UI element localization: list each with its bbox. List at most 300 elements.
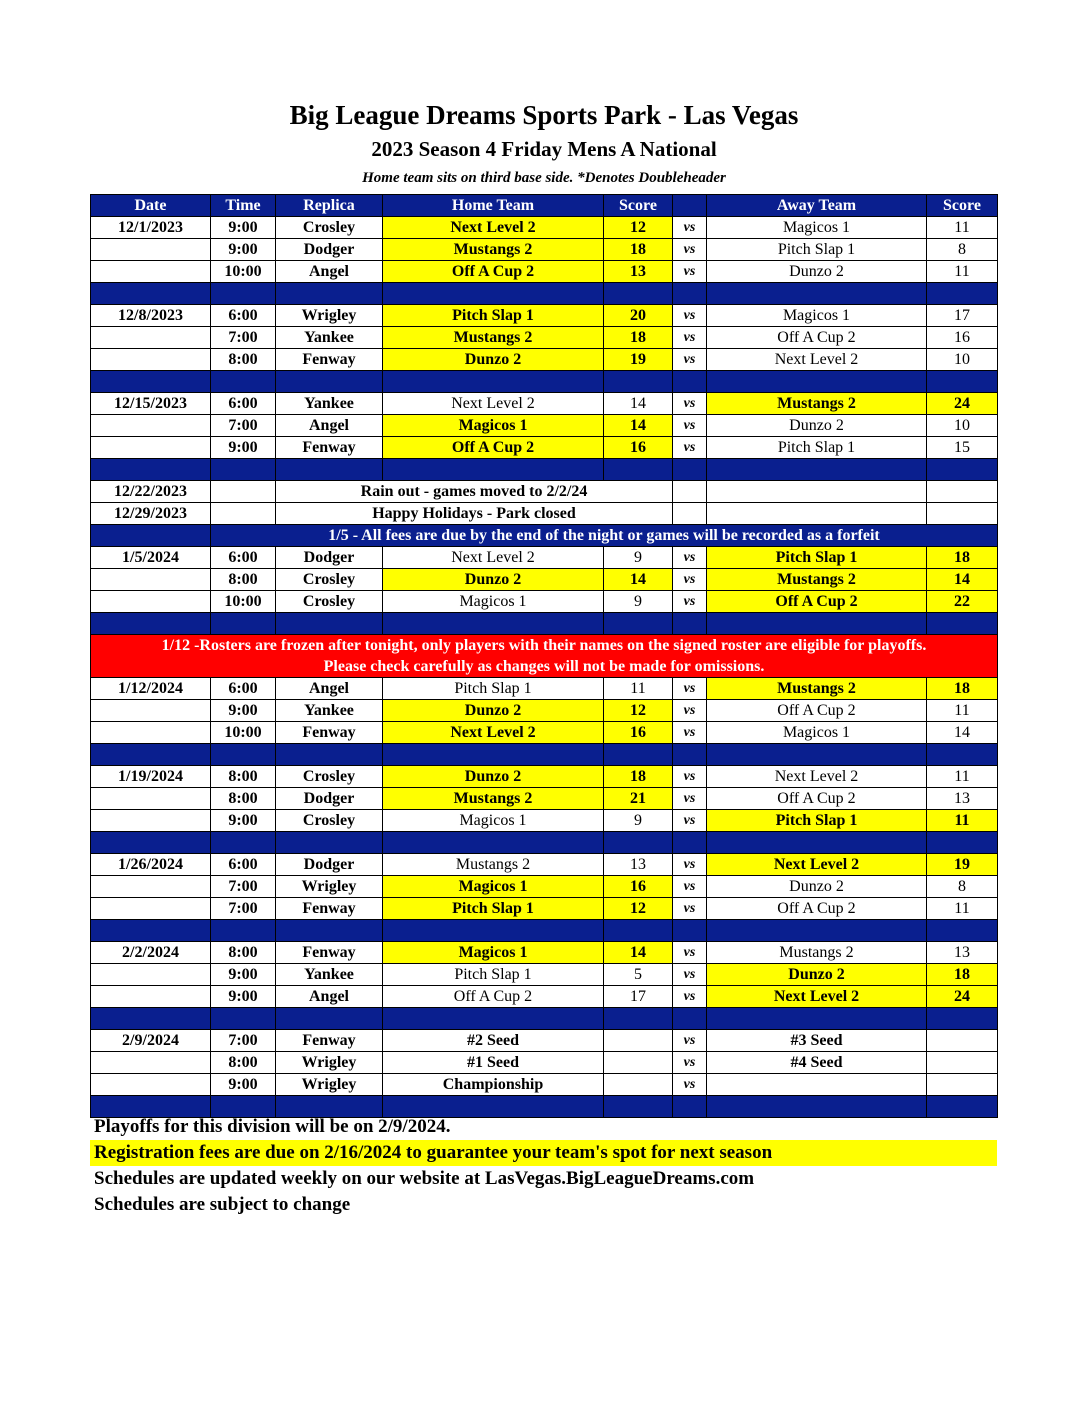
home-score-cell: 20 xyxy=(604,305,673,327)
spacer-cell xyxy=(276,459,383,481)
home-team-cell: Off A Cup 2 xyxy=(383,437,604,459)
home-score-cell: 9 xyxy=(604,591,673,613)
vs-cell: vs xyxy=(673,1052,707,1074)
away-score-cell xyxy=(927,1030,998,1052)
home-team-cell: Magicos 1 xyxy=(383,591,604,613)
spacer-row xyxy=(91,1008,998,1030)
spacer-cell xyxy=(276,1008,383,1030)
spacer-row xyxy=(91,371,998,393)
date-cell: 2/2/2024 xyxy=(91,942,211,964)
spacer-cell xyxy=(673,1008,707,1030)
spacer-cell xyxy=(604,371,673,393)
spacer-cell xyxy=(604,832,673,854)
home-score-cell: 14 xyxy=(604,942,673,964)
spacer-cell xyxy=(211,371,276,393)
away-score-cell: 11 xyxy=(927,810,998,832)
spacer-cell xyxy=(707,459,927,481)
away-team-cell: Next Level 2 xyxy=(707,349,927,371)
date-cell: 1/19/2024 xyxy=(91,766,211,788)
replica-cell: Dodger xyxy=(276,239,383,261)
home-score-cell: 5 xyxy=(604,964,673,986)
spacer-cell xyxy=(211,1008,276,1030)
home-team-cell: Next Level 2 xyxy=(383,722,604,744)
vs-cell: vs xyxy=(673,1074,707,1096)
spacer-cell xyxy=(211,283,276,305)
game-row xyxy=(91,591,998,613)
replica-cell: Yankee xyxy=(276,327,383,349)
message-row xyxy=(91,503,998,525)
home-team-cell: Dunzo 2 xyxy=(383,349,604,371)
page-subtitle: 2023 Season 4 Friday Mens A National xyxy=(371,137,717,161)
away-score-cell: 24 xyxy=(927,986,998,1008)
game-row xyxy=(91,964,998,986)
empty-cell xyxy=(707,503,927,525)
game-row xyxy=(91,349,998,371)
vs-cell: vs xyxy=(673,591,707,613)
away-score-cell xyxy=(927,1052,998,1074)
home-score-cell: 13 xyxy=(604,261,673,283)
empty-cell xyxy=(927,503,998,525)
replica-cell: Crosley xyxy=(276,569,383,591)
header-home-score: Score xyxy=(604,195,673,217)
home-score-cell: 18 xyxy=(604,327,673,349)
header-home-team: Home Team xyxy=(383,195,604,217)
away-team-cell xyxy=(707,1074,927,1096)
time-cell: 6:00 xyxy=(211,854,276,876)
spacer-cell xyxy=(383,1008,604,1030)
vs-cell: vs xyxy=(673,942,707,964)
replica-cell: Fenway xyxy=(276,942,383,964)
home-score-cell: 16 xyxy=(604,437,673,459)
game-row xyxy=(91,700,998,722)
home-score-cell: 14 xyxy=(604,569,673,591)
away-team-cell: #3 Seed xyxy=(707,1030,927,1052)
date-cell: 12/22/2023 xyxy=(91,481,211,503)
spacer-cell xyxy=(276,744,383,766)
date-cell xyxy=(91,876,211,898)
spacer-cell xyxy=(211,920,276,942)
time-cell: 10:00 xyxy=(211,591,276,613)
away-team-cell: Pitch Slap 1 xyxy=(707,437,927,459)
away-team-cell: Next Level 2 xyxy=(707,766,927,788)
home-score-cell xyxy=(604,1052,673,1074)
time-cell: 8:00 xyxy=(211,766,276,788)
footer-line: Playoffs for this division will be on 2/9/2024. xyxy=(94,1116,451,1137)
away-team-cell: Off A Cup 2 xyxy=(707,898,927,920)
away-score-cell: 11 xyxy=(927,261,998,283)
vs-cell: vs xyxy=(673,415,707,437)
spacer-cell xyxy=(927,371,998,393)
spacer-cell xyxy=(604,1008,673,1030)
date-cell: 1/12/2024 xyxy=(91,678,211,700)
date-cell: 2/9/2024 xyxy=(91,1030,211,1052)
game-row xyxy=(91,239,998,261)
spacer-cell xyxy=(927,613,998,635)
game-row xyxy=(91,898,998,920)
game-row xyxy=(91,854,998,876)
away-team-cell: Off A Cup 2 xyxy=(707,788,927,810)
vs-cell: vs xyxy=(673,766,707,788)
away-team-cell: Dunzo 2 xyxy=(707,415,927,437)
home-team-cell: Pitch Slap 1 xyxy=(383,898,604,920)
spacer-row xyxy=(91,832,998,854)
date-cell: 12/1/2023 xyxy=(91,217,211,239)
spacer-cell xyxy=(673,371,707,393)
replica-cell: Wrigley xyxy=(276,305,383,327)
spacer-cell xyxy=(91,1008,211,1030)
time-cell: 7:00 xyxy=(211,876,276,898)
game-row xyxy=(91,437,998,459)
replica-cell: Dodger xyxy=(276,854,383,876)
replica-cell: Yankee xyxy=(276,393,383,415)
alert-line-2: Please check carefully as changes will not be made for omissions. xyxy=(323,658,765,675)
game-row xyxy=(91,415,998,437)
spacer-cell xyxy=(927,744,998,766)
empty-cell xyxy=(673,481,707,503)
date-cell xyxy=(91,437,211,459)
away-team-cell: Dunzo 2 xyxy=(707,964,927,986)
replica-cell: Dodger xyxy=(276,788,383,810)
vs-cell: vs xyxy=(673,393,707,415)
home-score-cell: 9 xyxy=(604,810,673,832)
away-score-cell xyxy=(927,1074,998,1096)
away-score-cell: 8 xyxy=(927,239,998,261)
time-cell: 8:00 xyxy=(211,788,276,810)
vs-cell: vs xyxy=(673,788,707,810)
game-row xyxy=(91,217,998,239)
replica-cell: Dodger xyxy=(276,547,383,569)
away-score-cell: 22 xyxy=(927,591,998,613)
away-score-cell: 15 xyxy=(927,437,998,459)
spacer-cell xyxy=(91,525,211,547)
home-team-cell: Pitch Slap 1 xyxy=(383,964,604,986)
away-team-cell: Magicos 1 xyxy=(707,305,927,327)
spacer-cell xyxy=(91,371,211,393)
time-cell: 9:00 xyxy=(211,217,276,239)
home-team-cell: Mustangs 2 xyxy=(383,788,604,810)
date-cell xyxy=(91,591,211,613)
home-score-cell: 14 xyxy=(604,393,673,415)
vs-cell: vs xyxy=(673,217,707,239)
game-row xyxy=(91,876,998,898)
away-score-cell: 14 xyxy=(927,722,998,744)
away-team-cell: Pitch Slap 1 xyxy=(707,810,927,832)
replica-cell: Fenway xyxy=(276,898,383,920)
game-row xyxy=(91,305,998,327)
home-score-cell: 16 xyxy=(604,876,673,898)
date-cell xyxy=(91,964,211,986)
date-cell xyxy=(91,239,211,261)
message-cell: Happy Holidays - Park closed xyxy=(276,503,673,525)
replica-cell: Crosley xyxy=(276,591,383,613)
spacer-cell xyxy=(927,1008,998,1030)
away-score-cell: 16 xyxy=(927,327,998,349)
spacer-cell xyxy=(383,832,604,854)
home-score-cell: 16 xyxy=(604,722,673,744)
vs-cell: vs xyxy=(673,305,707,327)
time-cell: 10:00 xyxy=(211,261,276,283)
home-team-cell: Dunzo 2 xyxy=(383,569,604,591)
replica-cell: Fenway xyxy=(276,722,383,744)
time-cell: 8:00 xyxy=(211,349,276,371)
date-cell xyxy=(91,415,211,437)
spacer-cell xyxy=(927,832,998,854)
header-time: Time xyxy=(211,195,276,217)
spacer-row xyxy=(91,459,998,481)
vs-cell: vs xyxy=(673,261,707,283)
footer-line: Schedules are subject to change xyxy=(94,1194,351,1215)
header-vs xyxy=(673,195,707,217)
spacer-cell xyxy=(673,832,707,854)
time-cell: 8:00 xyxy=(211,1052,276,1074)
game-row xyxy=(91,986,998,1008)
spacer-row xyxy=(91,744,998,766)
away-score-cell: 11 xyxy=(927,700,998,722)
footer-line: Registration fees are due on 2/16/2024 to guarantee your team's spot for next season xyxy=(90,1140,997,1166)
spacer-cell xyxy=(276,283,383,305)
home-score-cell: 14 xyxy=(604,415,673,437)
time-cell: 9:00 xyxy=(211,437,276,459)
page-title: Big League Dreams Sports Park - Las Vegas xyxy=(289,100,799,130)
time-cell: 7:00 xyxy=(211,1030,276,1052)
vs-cell: vs xyxy=(673,437,707,459)
time-cell: 9:00 xyxy=(211,986,276,1008)
fee-notice-row xyxy=(91,525,998,547)
away-team-cell: Magicos 1 xyxy=(707,217,927,239)
home-score-cell: 12 xyxy=(604,700,673,722)
home-team-cell: Championship xyxy=(383,1074,604,1096)
home-score-cell: 18 xyxy=(604,766,673,788)
game-row xyxy=(91,942,998,964)
spacer-cell xyxy=(211,832,276,854)
away-score-cell: 13 xyxy=(927,788,998,810)
spacer-cell xyxy=(211,613,276,635)
vs-cell: vs xyxy=(673,1030,707,1052)
alert-line-1: 1/12 -Rosters are frozen after tonight, only players with their names on the signed roster are eligible for playoffs. xyxy=(161,637,927,654)
replica-cell: Yankee xyxy=(276,964,383,986)
date-cell xyxy=(91,349,211,371)
spacer-cell xyxy=(276,832,383,854)
game-row xyxy=(91,327,998,349)
away-team-cell: Next Level 2 xyxy=(707,854,927,876)
spacer-cell xyxy=(673,283,707,305)
header-row xyxy=(91,195,998,217)
spacer-cell xyxy=(211,459,276,481)
schedule-table xyxy=(90,194,998,1118)
date-cell xyxy=(91,1074,211,1096)
away-team-cell: #4 Seed xyxy=(707,1052,927,1074)
away-team-cell: Pitch Slap 1 xyxy=(707,547,927,569)
schedule-note: Home team sits on third base side. *Denotes Doubleheader xyxy=(362,170,726,186)
home-team-cell: Mustangs 2 xyxy=(383,239,604,261)
spacer-cell xyxy=(211,744,276,766)
spacer-cell xyxy=(91,613,211,635)
spacer-row xyxy=(91,613,998,635)
date-cell: 12/8/2023 xyxy=(91,305,211,327)
home-score-cell xyxy=(604,1074,673,1096)
time-cell: 7:00 xyxy=(211,898,276,920)
away-team-cell: Mustangs 2 xyxy=(707,393,927,415)
roster-alert-row xyxy=(91,635,998,678)
vs-cell: vs xyxy=(673,327,707,349)
replica-cell: Fenway xyxy=(276,1030,383,1052)
spacer-cell xyxy=(383,920,604,942)
spacer-cell xyxy=(383,744,604,766)
vs-cell: vs xyxy=(673,898,707,920)
away-score-cell: 19 xyxy=(927,854,998,876)
header-away-team: Away Team xyxy=(707,195,927,217)
vs-cell: vs xyxy=(673,986,707,1008)
time-cell: 6:00 xyxy=(211,547,276,569)
away-score-cell: 18 xyxy=(927,964,998,986)
game-row xyxy=(91,678,998,700)
away-score-cell: 10 xyxy=(927,349,998,371)
away-team-cell: Mustangs 2 xyxy=(707,678,927,700)
spacer-cell xyxy=(91,744,211,766)
time-cell: 6:00 xyxy=(211,393,276,415)
home-score-cell: 11 xyxy=(604,678,673,700)
replica-cell: Angel xyxy=(276,415,383,437)
home-team-cell: #1 Seed xyxy=(383,1052,604,1074)
away-score-cell: 13 xyxy=(927,942,998,964)
spacer-cell xyxy=(276,371,383,393)
spacer-cell xyxy=(707,832,927,854)
spacer-cell xyxy=(383,283,604,305)
date-cell xyxy=(91,261,211,283)
empty-cell xyxy=(673,503,707,525)
spacer-cell xyxy=(707,613,927,635)
spacer-cell xyxy=(604,920,673,942)
home-score-cell xyxy=(604,1030,673,1052)
home-team-cell: Magicos 1 xyxy=(383,876,604,898)
time-cell: 6:00 xyxy=(211,305,276,327)
time-cell: 6:00 xyxy=(211,678,276,700)
spacer-cell xyxy=(707,920,927,942)
time-cell: 9:00 xyxy=(211,1074,276,1096)
away-score-cell: 11 xyxy=(927,766,998,788)
time-cell: 7:00 xyxy=(211,415,276,437)
away-score-cell: 10 xyxy=(927,415,998,437)
vs-cell: vs xyxy=(673,722,707,744)
home-score-cell: 9 xyxy=(604,547,673,569)
home-score-cell: 13 xyxy=(604,854,673,876)
empty-cell xyxy=(927,481,998,503)
spacer-cell xyxy=(604,613,673,635)
home-team-cell: Magicos 1 xyxy=(383,942,604,964)
game-row xyxy=(91,1030,998,1052)
replica-cell: Crosley xyxy=(276,217,383,239)
home-team-cell: Mustangs 2 xyxy=(383,327,604,349)
vs-cell: vs xyxy=(673,810,707,832)
notice-cell: 1/5 - All fees are due by the end of the night or games will be recorded as a forfeit xyxy=(211,525,998,547)
spacer-cell xyxy=(673,744,707,766)
vs-cell: vs xyxy=(673,349,707,371)
vs-cell: vs xyxy=(673,547,707,569)
home-score-cell: 12 xyxy=(604,898,673,920)
replica-cell: Fenway xyxy=(276,349,383,371)
away-team-cell: Off A Cup 2 xyxy=(707,591,927,613)
away-score-cell: 11 xyxy=(927,217,998,239)
away-score-cell: 8 xyxy=(927,876,998,898)
replica-cell: Crosley xyxy=(276,810,383,832)
game-row xyxy=(91,547,998,569)
spacer-cell xyxy=(91,920,211,942)
spacer-cell xyxy=(276,613,383,635)
empty-cell xyxy=(211,481,276,503)
replica-cell: Crosley xyxy=(276,766,383,788)
replica-cell: Angel xyxy=(276,986,383,1008)
time-cell: 8:00 xyxy=(211,569,276,591)
away-team-cell: Pitch Slap 1 xyxy=(707,239,927,261)
spacer-cell xyxy=(604,744,673,766)
date-cell xyxy=(91,327,211,349)
replica-cell: Wrigley xyxy=(276,1074,383,1096)
date-cell xyxy=(91,722,211,744)
vs-cell: vs xyxy=(673,964,707,986)
home-score-cell: 17 xyxy=(604,986,673,1008)
game-row xyxy=(91,1052,998,1074)
time-cell: 9:00 xyxy=(211,810,276,832)
game-row xyxy=(91,788,998,810)
spacer-cell xyxy=(707,744,927,766)
date-cell xyxy=(91,788,211,810)
spacer-cell xyxy=(707,283,927,305)
header-replica: Replica xyxy=(276,195,383,217)
home-team-cell: Pitch Slap 1 xyxy=(383,305,604,327)
replica-cell: Wrigley xyxy=(276,1052,383,1074)
spacer-cell xyxy=(707,371,927,393)
away-team-cell: Mustangs 2 xyxy=(707,942,927,964)
alert-cell xyxy=(91,635,998,678)
spacer-row xyxy=(91,283,998,305)
away-team-cell: Off A Cup 2 xyxy=(707,700,927,722)
spacer-cell xyxy=(91,832,211,854)
game-row xyxy=(91,1074,998,1096)
home-team-cell: Next Level 2 xyxy=(383,217,604,239)
home-team-cell: Pitch Slap 1 xyxy=(383,678,604,700)
home-team-cell: Magicos 1 xyxy=(383,810,604,832)
away-score-cell: 14 xyxy=(927,569,998,591)
spacer-cell xyxy=(383,371,604,393)
game-row xyxy=(91,766,998,788)
spacer-cell xyxy=(673,920,707,942)
empty-cell xyxy=(707,481,927,503)
time-cell: 7:00 xyxy=(211,327,276,349)
date-cell xyxy=(91,898,211,920)
footer-line: Schedules are updated weekly on our website at LasVegas.BigLeagueDreams.com xyxy=(94,1168,755,1189)
home-score-cell: 12 xyxy=(604,217,673,239)
spacer-cell xyxy=(604,283,673,305)
footer-notes xyxy=(90,1114,997,1218)
date-cell xyxy=(91,986,211,1008)
replica-cell: Fenway xyxy=(276,437,383,459)
away-team-cell: Off A Cup 2 xyxy=(707,327,927,349)
game-row xyxy=(91,722,998,744)
away-score-cell: 11 xyxy=(927,898,998,920)
home-team-cell: Off A Cup 2 xyxy=(383,986,604,1008)
spacer-cell xyxy=(707,1008,927,1030)
time-cell: 9:00 xyxy=(211,964,276,986)
spacer-cell xyxy=(383,613,604,635)
vs-cell: vs xyxy=(673,569,707,591)
spacer-cell xyxy=(673,613,707,635)
home-score-cell: 18 xyxy=(604,239,673,261)
away-score-cell: 24 xyxy=(927,393,998,415)
home-team-cell: Dunzo 2 xyxy=(383,766,604,788)
message-row xyxy=(91,481,998,503)
header-away-score: Score xyxy=(927,195,998,217)
home-team-cell: Next Level 2 xyxy=(383,393,604,415)
